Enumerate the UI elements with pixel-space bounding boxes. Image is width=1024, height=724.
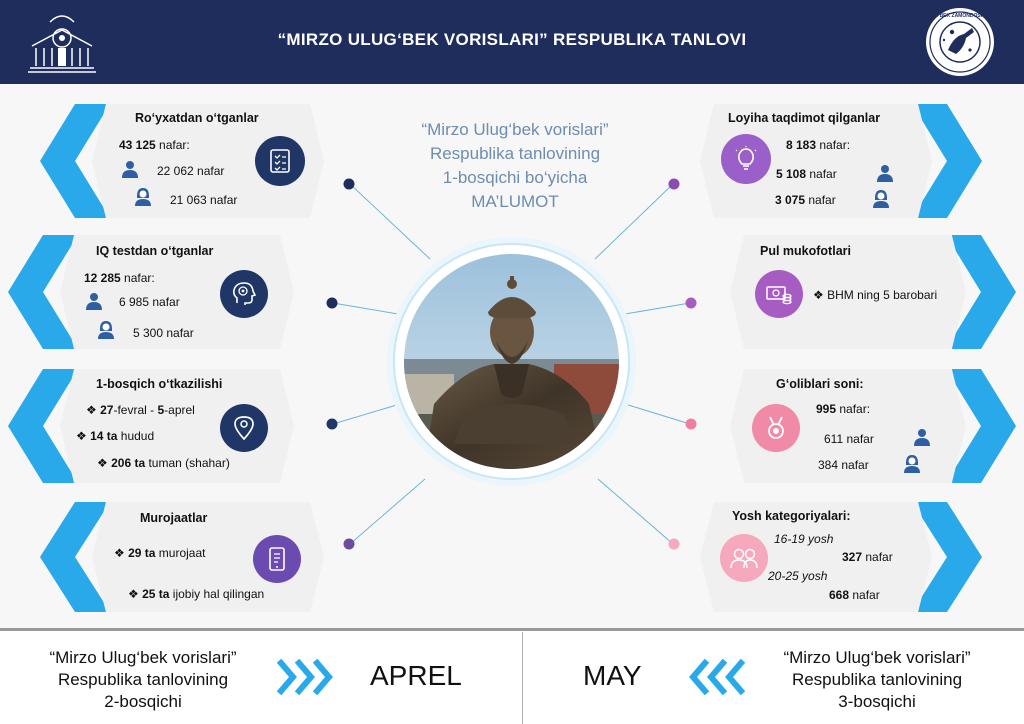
winners-male: 611 nafar: [824, 432, 874, 446]
projects-title: Loyiha taqdimot qilganlar: [728, 111, 881, 125]
stage-3-line: 3-bosqichi: [838, 692, 916, 711]
stage-2-line: Respublika tanlovining: [57, 670, 229, 689]
winners-total-value: 995: [816, 402, 837, 416]
ages-count-1: [842, 550, 893, 564]
stage-regions-unit: hudud: [117, 429, 155, 443]
connector-dot: [344, 539, 355, 550]
projects-female-value: 3 075: [775, 193, 806, 207]
stage-dates: ❖ 27-fevral - 5-aprel: [86, 403, 195, 417]
appeals-count-unit: murojaat: [155, 546, 206, 560]
winners-total: [816, 402, 870, 416]
stage-regions-value: 14 ta: [90, 429, 118, 443]
iq-total-unit: nafar:: [120, 271, 155, 285]
center-heading: [370, 118, 660, 214]
stage-2-line: “Mirzo Ulug‘bek vorislari”: [49, 648, 237, 667]
registered-total-value: 43 125: [119, 138, 156, 152]
female-user-icon: [903, 455, 921, 473]
projects-total: [786, 138, 850, 152]
iq-female: 5 300 nafar: [133, 326, 194, 340]
ages-count-2-value: 668: [829, 588, 850, 602]
connector-dot: [327, 298, 338, 309]
center-heading-line: “Mirzo Ulug‘bek vorislari”: [421, 120, 609, 139]
registered-total: [119, 138, 190, 152]
female-user-icon: [872, 190, 890, 208]
registered-total-unit: nafar:: [155, 138, 190, 152]
connector-dot: [327, 419, 338, 430]
projects-female: [775, 193, 836, 207]
connector-dot: [686, 298, 697, 309]
stage-end-day: 5: [157, 403, 165, 417]
stage-2-line: 2-bosqichi: [104, 692, 182, 711]
female-user-icon: [97, 321, 115, 339]
stage-districts-value: 206 ta: [111, 456, 146, 470]
appeals-title: Murojaatlar: [140, 511, 208, 525]
statue-portrait-image: [404, 254, 619, 469]
stage-start-day: 27: [100, 403, 114, 417]
connector-dot: [686, 419, 697, 430]
foundation-logo-icon: [924, 6, 996, 78]
connector-dot: [669, 539, 680, 550]
ages-title: Yosh kategoriyalari:: [732, 509, 851, 523]
prizes-text-value: BHM ning 5 barobari: [827, 288, 938, 302]
appeals-resolved-unit: ijobiy hal qilingan: [169, 587, 265, 601]
male-user-icon: [913, 428, 931, 446]
ages-range-2: 20-25 yosh: [768, 569, 828, 583]
projects-male-unit: nafar: [806, 167, 837, 181]
male-user-icon: [121, 160, 139, 178]
registered-male: 22 062 nafar: [157, 164, 225, 178]
center-heading-line: Respublika tanlovining: [429, 144, 601, 163]
header-bar: [0, 0, 1024, 84]
double-chevron-left-icon: [683, 657, 745, 697]
projects-female-unit: nafar: [805, 193, 836, 207]
month-may: MAY: [583, 660, 642, 691]
connector-dot: [669, 179, 680, 190]
stage-2-description: [18, 647, 268, 713]
ages-count-1-value: 327: [842, 550, 863, 564]
checklist-icon: [255, 136, 305, 186]
registered-title: Ro‘yxatdan o‘tganlar: [135, 111, 259, 125]
prizes-title: Pul mukofotlari: [760, 244, 851, 258]
foundation-logo-text: ULUG‘BEK ZAMONDOSHLARI: [924, 13, 996, 19]
appeals-count-value: 29 ta: [128, 546, 156, 560]
male-user-icon: [85, 292, 103, 310]
center-heading-line: MA’LUMOT: [471, 192, 559, 211]
winners-title: G‘oliblari soni:: [776, 377, 864, 391]
money-cash-icon: [755, 270, 803, 318]
connector-dot: [344, 179, 355, 190]
winners-female: 384 nafar: [818, 458, 869, 472]
projects-male: [776, 167, 837, 181]
iq-total: [84, 271, 155, 285]
center-heading-line: 1-bosqichi bo‘yicha: [442, 168, 588, 187]
stage-end-month: -aprel: [164, 403, 195, 417]
stage-3-line: “Mirzo Ulug‘bek vorislari”: [783, 648, 971, 667]
iq-title: IQ testdan o‘tganlar: [96, 244, 214, 258]
month-april: APREL: [370, 660, 462, 691]
ages-range-1: 16-19 yosh: [774, 532, 834, 546]
iq-male: 6 985 nafar: [119, 295, 180, 309]
appeals-resolved: ❖ 25 ta ijobiy hal qilingan: [128, 587, 265, 601]
appeals-resolved-value: 25 ta: [142, 587, 170, 601]
phone-document-icon: [253, 535, 301, 583]
brain-head-icon: [220, 270, 268, 318]
stage-districts: ❖ 206 ta tuman (shahar): [97, 456, 230, 470]
iq-total-value: 12 285: [84, 271, 121, 285]
winners-total-unit: nafar:: [836, 402, 871, 416]
stage-start-month: -fevral -: [113, 403, 158, 417]
page-title: “MIRZO ULUG‘BEK VORISLARI” RESPUBLIKA TANLOVI: [277, 30, 747, 49]
young-people-icon: [720, 534, 768, 582]
projects-total-unit: nafar:: [816, 138, 851, 152]
bottom-divider: [522, 632, 523, 724]
projects-total-value: 8 183: [786, 138, 817, 152]
stage-regions: ❖ 14 ta hudud: [76, 429, 155, 443]
stage-districts-unit: tuman (shahar): [145, 456, 230, 470]
stage-3-description: [752, 647, 1002, 713]
registered-female: 21 063 nafar: [170, 193, 238, 207]
stage-title: 1-bosqich o‘tkazilishi: [96, 377, 223, 391]
ages-count-1-unit: nafar: [862, 550, 893, 564]
male-user-icon: [876, 164, 894, 182]
ages-count-2-unit: nafar: [849, 588, 880, 602]
double-chevron-right-icon: [277, 657, 339, 697]
stage-3-line: Respublika tanlovining: [791, 670, 963, 689]
appeals-count: ❖ 29 ta murojaat: [114, 546, 206, 560]
ages-count-2: [829, 588, 880, 602]
location-pin-icon: [220, 404, 268, 452]
medal-icon: [752, 404, 800, 452]
lightbulb-icon: [721, 134, 771, 184]
prizes-text: ❖ BHM ning 5 barobari: [813, 288, 938, 302]
projects-male-value: 5 108: [776, 167, 807, 181]
female-user-icon: [134, 188, 152, 206]
